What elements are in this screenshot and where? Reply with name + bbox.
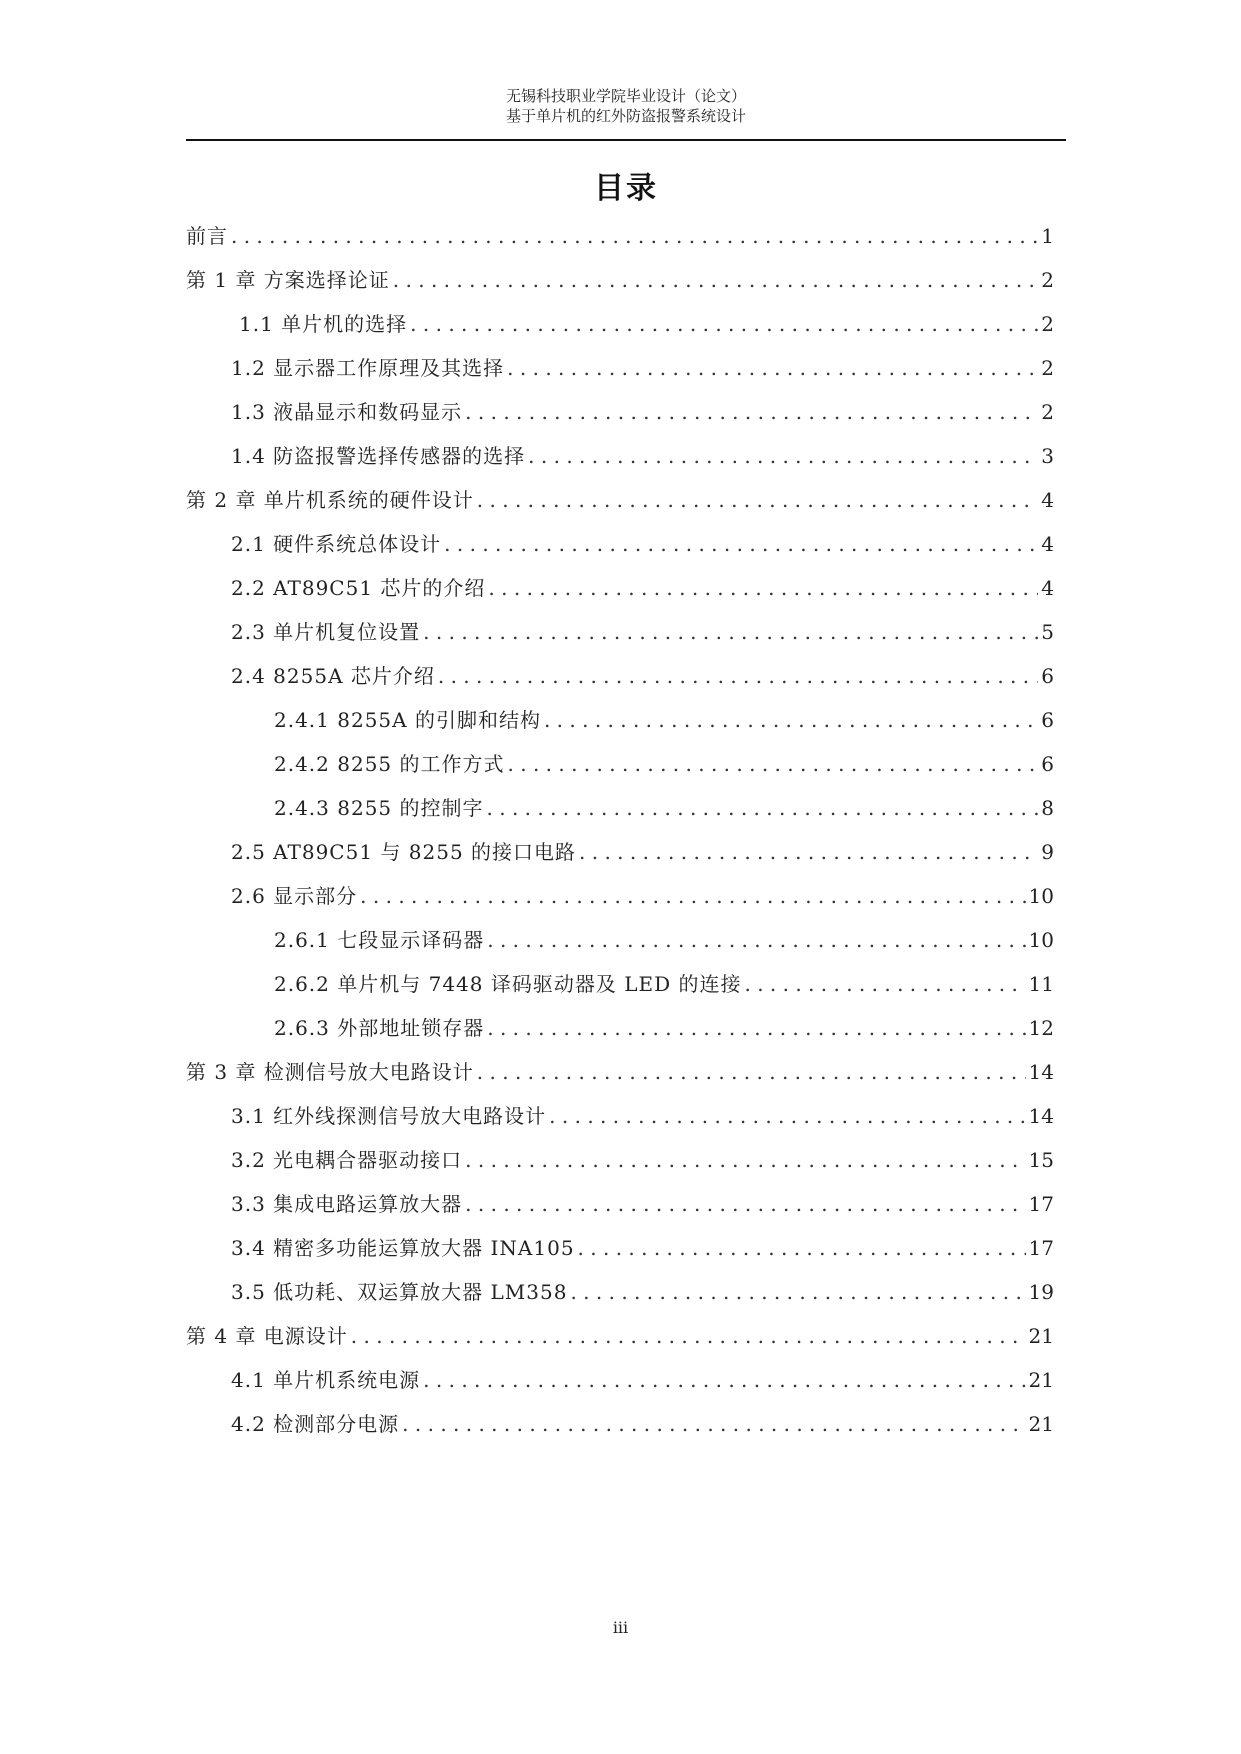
toc-leader-dots — [549, 1102, 1025, 1130]
toc-entry[interactable] — [186, 486, 1054, 514]
toc-entry[interactable] — [231, 398, 1054, 426]
toc-entry[interactable] — [231, 1190, 1054, 1218]
toc-entry-label: 1.1 单片机的选择 — [239, 312, 408, 336]
toc-entry-label: 3.5 低功耗、双运算放大器 LM358 — [231, 1280, 568, 1304]
toc-entry-page: 1 — [1041, 224, 1054, 248]
toc-entry-page: 4 — [1041, 532, 1054, 556]
toc-entry-page: 9 — [1041, 840, 1054, 864]
toc-leader-dots — [477, 1058, 1026, 1086]
toc-entry-page: 14 — [1028, 1060, 1054, 1084]
toc-entry-label: 1.4 防盗报警选择传感器的选择 — [231, 444, 526, 468]
toc-entry-label: 1.2 显示器工作原理及其选择 — [231, 356, 505, 380]
toc-entry-page: 10 — [1028, 884, 1054, 908]
page-number: iii — [612, 1618, 629, 1637]
toc-entry-label: 前言 — [186, 224, 228, 248]
toc-entry-page: 10 — [1028, 928, 1054, 952]
toc-leader-dots — [465, 1146, 1025, 1174]
toc-entry-label: 2.6 显示部分 — [231, 884, 358, 908]
toc-entry-page: 21 — [1028, 1324, 1054, 1348]
toc-entry[interactable] — [274, 750, 1054, 778]
toc-leader-dots — [444, 530, 1038, 558]
toc-entry-label: 2.6.3 外部地址锁存器 — [274, 1016, 485, 1040]
header-school-line: 无锡科技职业学院毕业设计（论文） — [505, 87, 746, 105]
toc-entry[interactable] — [274, 926, 1054, 954]
toc-entry-page: 21 — [1028, 1412, 1054, 1436]
toc-entry-label: 第 2 章 单片机系统的硬件设计 — [186, 488, 474, 512]
toc-entry-label: 2.4.3 8255 的控制字 — [274, 796, 484, 820]
toc-leader-dots — [402, 1410, 1025, 1438]
toc-title: 目录 — [594, 171, 658, 206]
toc-leader-dots — [579, 838, 1038, 866]
toc-entry-label: 第 4 章 电源设计 — [186, 1324, 348, 1348]
toc-entry[interactable] — [231, 618, 1054, 646]
toc-entry-page: 17 — [1028, 1236, 1054, 1260]
toc-entry-page: 2 — [1041, 268, 1054, 292]
toc-leader-dots — [410, 310, 1038, 338]
toc-entry-page: 12 — [1028, 1016, 1054, 1040]
toc-entry-label: 1.3 液晶显示和数码显示 — [231, 400, 463, 424]
toc-entry[interactable] — [186, 266, 1054, 294]
toc-entry-label: 2.6.2 单片机与 7448 译码驱动器及 LED 的连接 — [274, 972, 742, 996]
toc-entry[interactable] — [231, 1410, 1054, 1438]
toc-entry[interactable] — [186, 1058, 1054, 1086]
toc-entry-label: 3.1 红外线探测信号放大电路设计 — [231, 1104, 547, 1128]
toc-leader-dots — [508, 750, 1039, 778]
toc-leader-dots — [488, 574, 1038, 602]
toc-entry-page: 5 — [1041, 620, 1054, 644]
toc-entry-label: 2.3 单片机复位设置 — [231, 620, 421, 644]
toc-entry[interactable] — [231, 530, 1054, 558]
toc-leader-dots — [465, 398, 1038, 426]
toc-leader-dots — [438, 662, 1038, 690]
toc-entry-page: 14 — [1028, 1104, 1054, 1128]
toc-leader-dots — [570, 1278, 1025, 1306]
toc-entry[interactable] — [231, 1278, 1054, 1306]
toc-entry[interactable] — [186, 222, 1054, 250]
toc-entry-label: 3.3 集成电路运算放大器 — [231, 1192, 463, 1216]
toc-entry[interactable] — [274, 706, 1054, 734]
toc-leader-dots — [465, 1190, 1025, 1218]
toc-entry-page: 6 — [1041, 664, 1054, 688]
toc-entry-label: 3.4 精密多功能运算放大器 INA105 — [231, 1236, 575, 1260]
toc-leader-dots — [487, 794, 1039, 822]
toc-entry-page: 3 — [1041, 444, 1054, 468]
toc-leader-dots — [231, 222, 1038, 250]
toc-entry-page: 17 — [1028, 1192, 1054, 1216]
running-header — [186, 86, 1066, 126]
toc-entry-label: 3.2 光电耦合器驱动接口 — [231, 1148, 463, 1172]
toc-leader-dots — [578, 1234, 1026, 1262]
toc-entry-label: 2.5 AT89C51 与 8255 的接口电路 — [231, 840, 577, 864]
toc-entry-page: 8 — [1041, 796, 1054, 820]
toc-entry[interactable] — [186, 1322, 1054, 1350]
toc-entry-page: 6 — [1041, 752, 1054, 776]
toc-entry-page: 4 — [1041, 488, 1054, 512]
toc-leader-dots — [487, 926, 1025, 954]
toc-entry[interactable] — [231, 838, 1054, 866]
toc-entry[interactable] — [231, 1234, 1054, 1262]
toc-entry[interactable] — [231, 882, 1054, 910]
toc-entry-page: 2 — [1041, 356, 1054, 380]
toc-entry-page: 6 — [1041, 708, 1054, 732]
toc-leader-dots — [745, 970, 1026, 998]
toc-entry-label: 2.4.2 8255 的工作方式 — [274, 752, 505, 776]
toc-leader-dots — [544, 706, 1038, 734]
toc-entry-page: 2 — [1041, 312, 1054, 336]
toc-leader-dots — [507, 354, 1038, 382]
toc-entry-page: 2 — [1041, 400, 1054, 424]
toc-entry-label: 2.4.1 8255A 的引脚和结构 — [274, 708, 541, 732]
toc-entry[interactable] — [231, 662, 1054, 690]
toc-entry-label: 2.1 硬件系统总体设计 — [231, 532, 442, 556]
toc-entry[interactable] — [274, 1014, 1054, 1042]
toc-leader-dots — [393, 266, 1038, 294]
toc-entry[interactable] — [274, 794, 1054, 822]
toc-entry-page: 19 — [1028, 1280, 1054, 1304]
toc-entry[interactable] — [274, 970, 1054, 998]
toc-entry[interactable] — [231, 442, 1054, 470]
toc-leader-dots — [423, 1366, 1025, 1394]
toc-leader-dots — [360, 882, 1025, 910]
toc-entry-page: 15 — [1028, 1148, 1054, 1172]
toc-entry-label: 第 1 章 方案选择论证 — [186, 268, 390, 292]
toc-entry-page: 21 — [1028, 1368, 1054, 1392]
toc-entry-label: 2.4 8255A 芯片介绍 — [231, 664, 435, 688]
toc-leader-dots — [487, 1014, 1025, 1042]
toc-entry-label: 4.2 检测部分电源 — [231, 1412, 400, 1436]
toc-entry-page: 11 — [1028, 972, 1054, 996]
toc-entry[interactable] — [231, 1146, 1054, 1174]
toc-entry[interactable] — [231, 354, 1054, 382]
toc-entry[interactable] — [239, 310, 1054, 338]
toc-entry-page: 4 — [1041, 576, 1054, 600]
toc-entry-label: 2.6.1 七段显示译码器 — [274, 928, 485, 952]
toc-leader-dots — [528, 442, 1038, 470]
toc-entry-label: 4.1 单片机系统电源 — [231, 1368, 421, 1392]
toc-entry[interactable] — [231, 1102, 1054, 1130]
header-divider — [186, 139, 1066, 141]
toc-entry-label: 第 3 章 检测信号放大电路设计 — [186, 1060, 474, 1084]
toc-leader-dots — [423, 618, 1038, 646]
toc-leader-dots — [477, 486, 1038, 514]
toc-leader-dots — [351, 1322, 1026, 1350]
toc-entry[interactable] — [231, 1366, 1054, 1394]
toc-entry[interactable] — [231, 574, 1054, 602]
toc-entry-label: 2.2 AT89C51 芯片的介绍 — [231, 576, 486, 600]
header-thesis-title-line: 基于单片机的红外防盗报警系统设计 — [505, 107, 746, 125]
